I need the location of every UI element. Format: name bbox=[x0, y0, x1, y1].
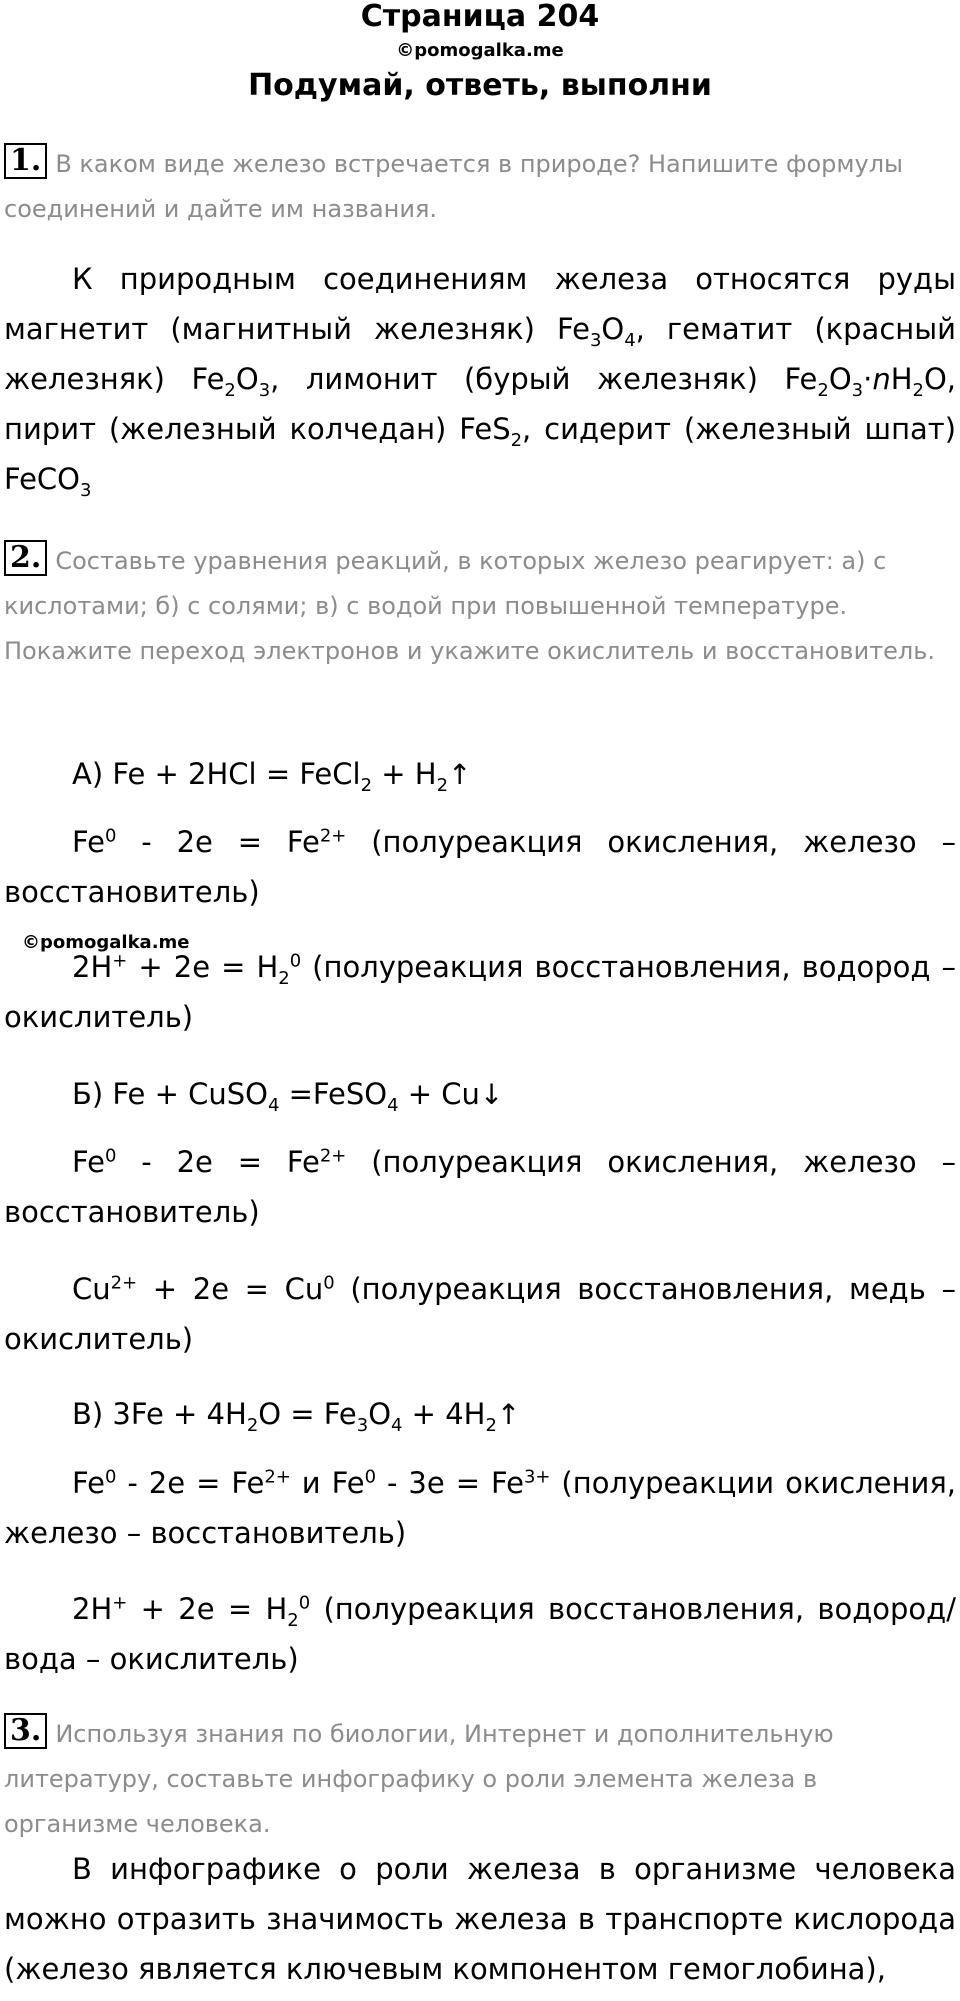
question-2-text: Составьте уравнения реакций, в которых железо реагирует: а) с кислотами; б) с солями; в) с водой при повышенной температуре. Покажите переход электронов и укажите окислитель и восстановитель. bbox=[4, 547, 936, 665]
reaction-b-half-1: $Fe^0 - 2e = Fe^{2+}$ (полуреакция окисления, железо – восстановитель) bbox=[4, 1145, 956, 1229]
reaction-c bbox=[4, 1389, 956, 1440]
gas-arrow-icon: ↑ bbox=[496, 1398, 521, 1431]
reaction-b-half-2: $Cu^{2+} + 2e = Cu^0$ (полуреакция восстановления, медь – окислитель) bbox=[4, 1272, 956, 1356]
reaction-a-half-2: $2H^+ + 2e = H_2^0$ (полуреакция восстановления, водород – окислитель) bbox=[4, 950, 956, 1034]
answer-1 bbox=[4, 254, 956, 504]
reaction-b bbox=[4, 1069, 956, 1120]
page-title: Страница 204 bbox=[360, 0, 600, 34]
watermark-top: ©pomogalka.me bbox=[396, 40, 564, 61]
gas-arrow-icon: ↑ bbox=[448, 758, 472, 791]
answer-3-text: В инфографике о роли железа в организме человека можно отразить значимость железа в транспорте кислорода (железо является ключевым компонентом гемоглобина), bbox=[4, 1852, 956, 1986]
question-2-task bbox=[4, 539, 956, 674]
question-1 bbox=[4, 142, 956, 232]
question-3-text: Используя знания по биологии, Интернет и дополнительную литературу, составьте инфографику о роли элемента железа в организме человека. bbox=[4, 1720, 834, 1838]
question-2 bbox=[4, 539, 956, 674]
answer-3 bbox=[4, 1844, 956, 1994]
reaction-c-equation: В) $3Fe + 4H_2O = Fe_3O_4$ + $4H_2↑$ bbox=[72, 1397, 521, 1436]
reaction-a bbox=[4, 749, 956, 800]
reaction-a-half-1: $Fe^0 - 2e = Fe^{2+}$ (полуреакция окисления, железо – восстановитель) bbox=[4, 825, 956, 909]
reaction-c-half-1: $Fe^0 - 2e = Fe^{2+}$ и $Fe^0 - 3e = Fe^{3+}$ (полуреакции окисления, железо – восстановитель) bbox=[4, 1466, 956, 1550]
reaction-a-equation: А) Fe + 2HCl = FeCl$_2$ + $H_2↑$ bbox=[72, 757, 472, 796]
question-1-text: В каком виде железо встречается в природе? Напишите формулы соединений и дайте им названия. bbox=[4, 150, 904, 223]
question-3-task bbox=[4, 1712, 956, 1847]
question-3-number: 3. bbox=[4, 1713, 47, 1749]
question-1-task bbox=[4, 142, 956, 232]
answer-1-text: К природным соединениям железа относятся руды магнетит (магнитный железняк) $Fe_3O_4$, гематит (красный железняк) $Fe_2O_3$, лимонит (бурый железняк) $Fe_2O_3\cdot nH_2O$, пирит (железный колчедан) FeS$_2$, сидерит (железный шпат) FeCO$_3$ bbox=[4, 262, 957, 501]
question-2-number: 2. bbox=[4, 540, 47, 576]
reaction-c-half-2: $2H^+ + 2e = H_2^0$ (полуреакция восстановления, водород/вода – окислитель) bbox=[4, 1592, 956, 1676]
reaction-b-equation: Б) Fe + CuSO$_4$ =FeSO$_4$ + Cu↓ bbox=[72, 1077, 504, 1116]
section-title: Подумай, ответь, выполни bbox=[248, 68, 712, 103]
question-3 bbox=[4, 1712, 956, 1847]
precipitate-arrow-icon: ↓ bbox=[479, 1078, 504, 1111]
question-1-number: 1. bbox=[4, 143, 47, 179]
watermark-inline: ©pomogalka.me bbox=[22, 932, 190, 953]
